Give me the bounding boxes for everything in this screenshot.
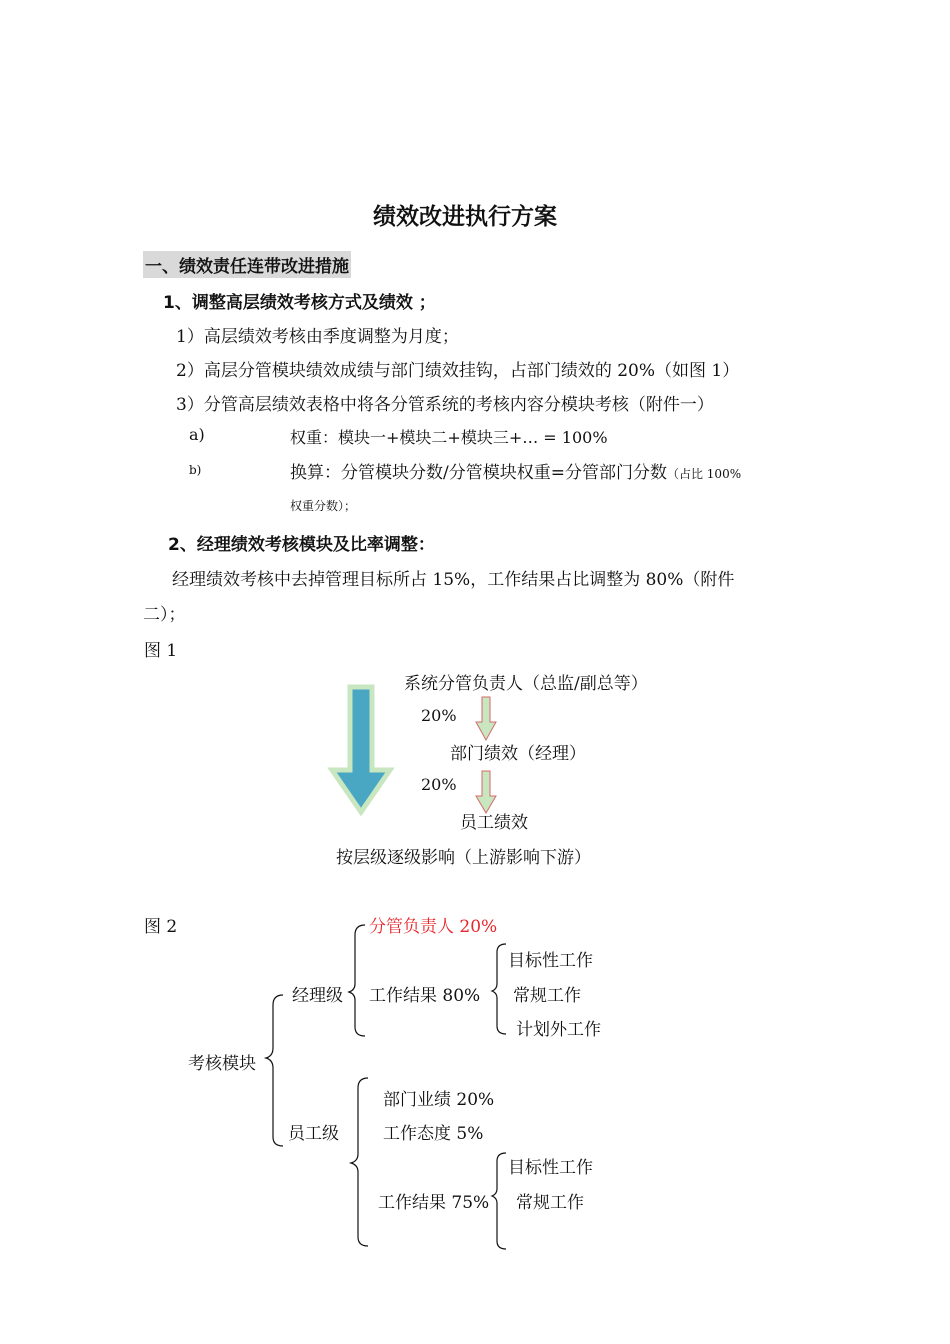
item-a-marker: a) (189, 425, 205, 444)
fig2-manager-leader: 分管负责人 20% (369, 917, 498, 937)
fig1-caption: 按层级逐级影响（上游影响下游） (336, 848, 591, 868)
item-b-note: （占比 100% (666, 467, 742, 481)
paragraph-line-2: 二）； (143, 605, 186, 625)
small-down-arrow-icon-1 (476, 697, 496, 740)
fig2-staff-result: 工作结果 75% (378, 1193, 490, 1213)
item-b-continuation: 权重分数）； (290, 499, 357, 513)
fig2-staff-sub-1: 目标性工作 (508, 1158, 593, 1178)
fig1-top-node: 系统分管负责人（总监/副总等） (404, 674, 648, 694)
fig2-staff-dept: 部门业绩 20% (383, 1090, 495, 1110)
subsection-heading-1: 1、调整高层绩效考核方式及绩效 ； (163, 293, 436, 313)
fig2-root-node: 考核模块 (188, 1054, 256, 1074)
brace-root (266, 995, 283, 1146)
figure-2-label: 图 2 (144, 917, 178, 937)
fig1-bottom-node: 员工绩效 (460, 813, 528, 833)
fig2-manager-sub-2: 常规工作 (513, 986, 581, 1006)
item-a-text: 权重：模块一+模块二+模块三+… = 100% (290, 428, 608, 447)
fig2-staff-node: 员工级 (288, 1124, 339, 1144)
item-b-main: 换算：分管模块分数/分管模块权重=分管部门分数 (290, 463, 667, 483)
figure-1-label: 图 1 (144, 641, 178, 661)
item-b-marker: b) (189, 463, 202, 477)
big-down-arrow-icon (332, 687, 390, 812)
brace-staff (351, 1078, 368, 1246)
brace-manager-result (492, 944, 506, 1034)
fig2-manager-sub-1: 目标性工作 (508, 951, 593, 971)
fig2-manager-result: 工作结果 80% (369, 986, 481, 1006)
fig1-percent-1: 20% (421, 706, 457, 725)
section-heading-1: 一、绩效责任连带改进措施 (143, 251, 351, 278)
small-down-arrow-icon-2 (476, 771, 496, 813)
list-item-2: 2）高层分管模块绩效成绩与部门绩效挂钩，占部门绩效的 20%（如图 1） (176, 361, 740, 381)
list-item-3: 3）分管高层绩效表格中将各分管系统的考核内容分模块考核（附件一） (176, 395, 714, 415)
list-item-1: 1）高层绩效考核由季度调整为月度； (176, 327, 459, 347)
brace-manager (349, 925, 365, 1036)
fig2-manager-sub-3: 计划外工作 (516, 1020, 601, 1040)
brace-staff-result (492, 1153, 506, 1249)
page-title: 绩效改进执行方案 (373, 204, 557, 230)
fig1-percent-2: 20% (421, 775, 457, 794)
fig2-staff-attitude: 工作态度 5% (383, 1124, 484, 1144)
fig1-middle-node: 部门绩效（经理） (450, 744, 586, 764)
fig2-staff-sub-2: 常规工作 (516, 1193, 584, 1213)
paragraph-line-1: 经理绩效考核中去掉管理目标所占 15%，工作结果占比调整为 80%（附件 (172, 570, 735, 590)
fig2-manager-node: 经理级 (292, 986, 343, 1006)
subsection-heading-2: 2、经理绩效考核模块及比率调整： (168, 535, 435, 555)
